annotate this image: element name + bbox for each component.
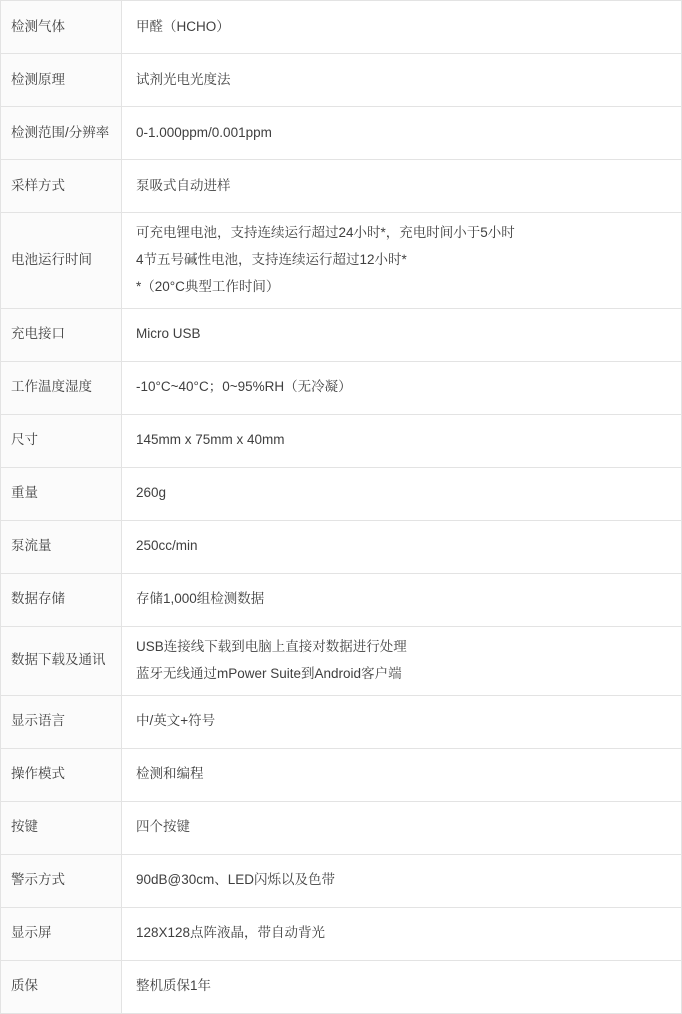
table-row xyxy=(1,854,682,907)
spec-label: 泵流量 xyxy=(1,520,122,573)
value-line: 四个按键 xyxy=(136,819,190,835)
table-row xyxy=(1,361,682,414)
table-row xyxy=(1,414,682,467)
value-line: 整机质保1年 xyxy=(136,978,212,994)
spec-value xyxy=(122,960,682,1013)
table-row xyxy=(1,467,682,520)
table-row xyxy=(1,626,682,695)
table-row xyxy=(1,748,682,801)
spec-label: 电池运行时间 xyxy=(1,213,122,309)
spec-label: 显示屏 xyxy=(1,907,122,960)
spec-label: 显示语言 xyxy=(1,695,122,748)
value-line: 试剂光电光度法 xyxy=(136,71,231,87)
table-row xyxy=(1,907,682,960)
value-line: 250cc/min xyxy=(136,538,198,554)
value-line: -10°C~40°C；0~95%RH（无冷凝） xyxy=(136,379,352,395)
spec-label: 采样方式 xyxy=(1,160,122,213)
table-row xyxy=(1,520,682,573)
value-line: 中/英文+符号 xyxy=(136,713,216,729)
spec-value xyxy=(122,107,682,160)
spec-label: 操作模式 xyxy=(1,748,122,801)
value-line: Micro USB xyxy=(136,326,201,342)
value-line: 0-1.000ppm/0.001ppm xyxy=(136,124,272,140)
table-body xyxy=(1,1,682,1014)
spec-label: 按键 xyxy=(1,801,122,854)
spec-value xyxy=(122,414,682,467)
spec-value xyxy=(122,907,682,960)
table-row xyxy=(1,54,682,107)
table-row xyxy=(1,960,682,1013)
spec-value xyxy=(122,361,682,414)
value-line: 145mm x 75mm x 40mm xyxy=(136,432,285,448)
table-row xyxy=(1,308,682,361)
spec-value xyxy=(122,801,682,854)
table-row xyxy=(1,695,682,748)
spec-label: 尺寸 xyxy=(1,414,122,467)
spec-label: 检测气体 xyxy=(1,1,122,54)
value-line: 泵吸式自动进样 xyxy=(136,177,231,193)
spec-value xyxy=(122,1,682,54)
spec-label: 数据下载及通讯 xyxy=(1,626,122,695)
spec-value xyxy=(122,213,682,309)
value-line: 260g xyxy=(136,485,167,501)
spec-value xyxy=(122,695,682,748)
spec-label: 检测原理 xyxy=(1,54,122,107)
spec-value xyxy=(122,748,682,801)
table-row xyxy=(1,573,682,626)
spec-value xyxy=(122,520,682,573)
value-line: USB连接线下载到电脑上直接对数据进行处理 xyxy=(136,638,407,654)
spec-label: 警示方式 xyxy=(1,854,122,907)
spec-label: 充电接口 xyxy=(1,308,122,361)
spec-value xyxy=(122,854,682,907)
value-line: 128X128点阵液晶，带自动背光 xyxy=(136,925,326,941)
spec-label: 重量 xyxy=(1,467,122,520)
spec-value xyxy=(122,308,682,361)
spec-label: 工作温度湿度 xyxy=(1,361,122,414)
value-line: 90dB@30cm、LED闪烁以及色带 xyxy=(136,872,336,888)
spec-value xyxy=(122,160,682,213)
table-row xyxy=(1,213,682,309)
spec-label: 数据存储 xyxy=(1,573,122,626)
table-row xyxy=(1,801,682,854)
spec-value xyxy=(122,467,682,520)
spec-value xyxy=(122,626,682,695)
value-line: 甲醛（HCHO） xyxy=(136,18,230,34)
spec-label: 检测范围/分辨率 xyxy=(1,107,122,160)
value-line: 存储1,000组检测数据 xyxy=(136,591,265,607)
table-row xyxy=(1,1,682,54)
value-line: 4节五号碱性电池，支持连续运行超过12小时* xyxy=(136,251,407,267)
spec-value xyxy=(122,54,682,107)
value-line: *（20°C典型工作时间） xyxy=(136,278,280,294)
value-line: 蓝牙无线通过mPower Suite到Android客户端 xyxy=(136,665,402,681)
value-line: 可充电锂电池，支持连续运行超过24小时*，充电时间小于5小时 xyxy=(136,225,515,240)
value-line: 检测和编程 xyxy=(136,766,204,782)
spec-label: 质保 xyxy=(1,960,122,1013)
table-row xyxy=(1,107,682,160)
table-row xyxy=(1,160,682,213)
spec-value xyxy=(122,573,682,626)
